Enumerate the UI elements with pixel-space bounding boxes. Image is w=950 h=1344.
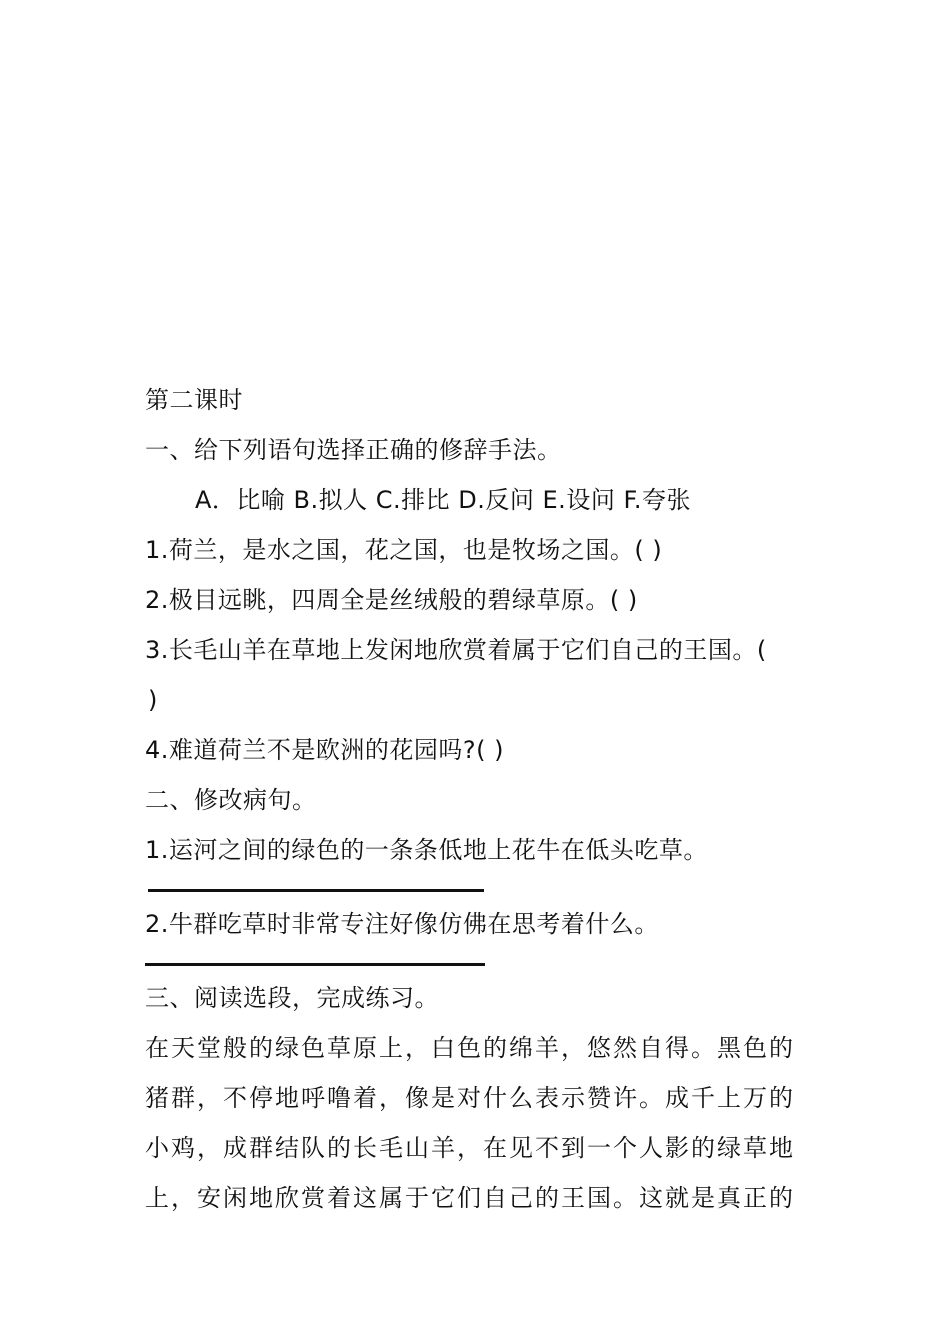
passage-line: 在天堂般的绿色草原上，白色的绵羊，悠然自得。黑色的	[145, 1034, 795, 1062]
lesson-title: 第二课时	[145, 386, 243, 414]
question-1-2: 2.极目远眺，四周全是丝绒般的碧绿草原。( )	[145, 586, 638, 614]
question-1-3-line2: )	[148, 686, 158, 714]
question-1-4: 4.难道荷兰不是欧洲的花园吗?( )	[145, 736, 504, 764]
answer-line-1	[148, 889, 484, 892]
section2-heading: 二、修改病句。	[145, 786, 317, 814]
question-1-3-line1: 3.长毛山羊在草地上发闲地欣赏着属于它们自己的王国。(	[145, 636, 767, 664]
question-2-1: 1.运河之间的绿色的一条条低地上花牛在低头吃草。	[145, 836, 708, 864]
reading-passage	[145, 1023, 810, 1223]
passage-line: 上，安闲地欣赏着这属于它们自己的王国。这就是真正的	[145, 1184, 795, 1212]
passage-line: 小鸡，成群结队的长毛山羊，在见不到一个人影的绿草地	[145, 1134, 795, 1162]
answer-line-2	[145, 963, 485, 966]
question-1-1: 1.荷兰，是水之国，花之国，也是牧场之国。( )	[145, 536, 663, 564]
passage-line: 猪群，不停地呼噜着，像是对什么表示赞许。成千上万的	[145, 1084, 795, 1112]
section1-heading: 一、给下列语句选择正确的修辞手法。	[145, 436, 562, 464]
rhetoric-options: A．比喻 B.拟人 C.排比 D.反问 E.设问 F.夸张	[195, 486, 692, 514]
question-2-2: 2.牛群吃草时非常专注好像仿佛在思考着什么。	[145, 910, 659, 938]
section3-heading: 三、阅读选段，完成练习。	[145, 984, 439, 1012]
